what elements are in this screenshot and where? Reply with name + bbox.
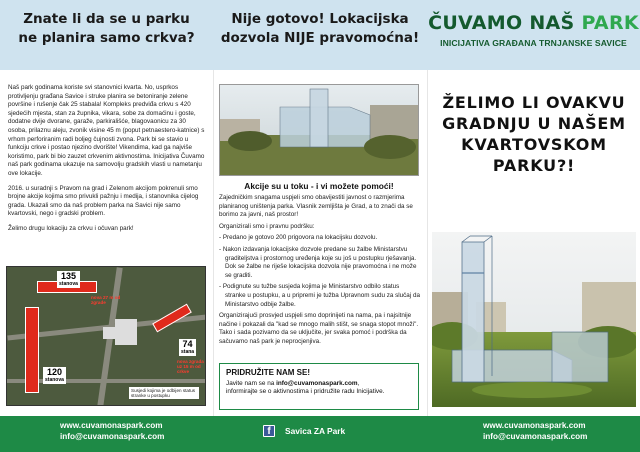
panel1-body [8, 84, 206, 240]
panel2-paragraph: Organizirali smo i pravnu podršku: [219, 222, 315, 230]
join-text: informirajte se o aktivnostima i pridružite radu Inicijative. [226, 388, 385, 396]
panel2-paragraph: Organizirajući prosvjed uspjeli smo doprinijeti na nama, pa i najsitnije načine i pokazali da "kad se mnogo malih stišt, se snaga stopot množi". Tako i sada pozivamo da se uključite, jer svaka pomoć i podrška da sačuvamo naš park je neprocjenjiva. [219, 312, 419, 345]
construction-photo-image [220, 85, 419, 176]
map-note: nova zgrada uz 15 m od crkve [177, 359, 204, 375]
panel1-paragraph: Želimo drugu lokaciju za crkvu i očuvan park! [8, 224, 134, 232]
panel1-heading [0, 10, 213, 48]
slogan [432, 92, 636, 176]
legal-bullet: - Predano je gotovo 200 prigovora na lokacijsku dozvolu. [219, 234, 378, 242]
slogan-line: GRADNJU U NAŠEM [442, 114, 626, 133]
map-label-number: 135 [60, 271, 76, 281]
brand-title-park: PARK [581, 12, 639, 34]
panel1-paragraph: 2016. u suradnji s Pravom na grad i Zelenom akcijom pokrenuli smo brojne akcije kojima smo privukli pažnju i medija, i stanovnika cijelog grada. Ukazali smo da naš problem parka na Savici nije samo kvartovski, nego i gradski problem. [8, 184, 199, 218]
map-note: Susjedi kojima je odbijen status stranke u postupku [129, 387, 199, 399]
church-footprint [103, 327, 117, 339]
construction-photo [219, 84, 419, 176]
brand-subtitle: INICIJATIVA GRAĐANA TRNJANSKE SAVICE [440, 38, 627, 48]
facebook-label: Savica ZA Park [285, 426, 346, 436]
map-label-74 [179, 339, 196, 356]
panel2-heading-line2: dozvola NIJE pravomoćna! [220, 30, 420, 46]
map-label-120 [43, 367, 66, 384]
join-box [219, 363, 419, 410]
panel1-heading-line1: Znate li da se u parku [23, 11, 190, 27]
brand-title-main: ČUVAMO NAŠ [428, 12, 582, 34]
footer-contact-left [60, 420, 164, 442]
footer-contact-right [483, 420, 587, 442]
legal-bullet: - Nakon izdavanja lokacijske dozvole predane su žalbe Ministarstvu graditeljstva i prostornog uređenja koje su još u postupku rješavanja. Dok se žalbe ne riješe lokacijska dozvola nije pravomoćna i ne može se graditi. [219, 245, 417, 279]
website-link[interactable]: www.cuvamonaspark.com [483, 421, 586, 430]
map-label-sub: stanova [59, 281, 78, 287]
panel2-paragraph: Zajedničkim snagama uspjeli smo obavijestiti javnost o razmjerima planiranog uništenja parka. Vlasnik zemljišta je Grad, a to znači da se borimo za javni, naš prostor! [219, 194, 413, 219]
join-text: Javite nam se na [226, 380, 277, 387]
website-link[interactable]: www.cuvamonaspark.com [60, 421, 163, 430]
slogan-line: PARKU?! [492, 156, 576, 175]
panel1-paragraph: Naš park godinama koriste svi stanovnici kvarta. No, usprkos protivljenju građana Savice i struke planira se betoniranje zelene površine i rušenje čak 25 stabala! Kompleks predviđa crkvu s 420 sjedećih mjesta, stan za župnika, vikara, sobe za domaćinu i goste, dodatne dvije dvorane, garaže, parkirališće, blagovaonicu za 30 osoba, prilaznu aleju, zvonik visine 45 m (poput petnaestero-katnice) s vrhom perforiranim radi boljeg čujnosti zvona. Park bi se stavio u funkciju crkve i postao njezino dvorište! Vikendima, kad ga najviše koristimo, park bi bio zauzet crkvenim aktivnostima. Inicijativa Čuvamo naš park godinama ukazuje na samovolju gradskih vlasti u nametanju ove lokacije. [8, 84, 205, 177]
join-body [226, 380, 412, 397]
panel2-heading-line1: Nije gotovo! Lokacijska [231, 11, 409, 27]
email-link[interactable]: info@cuvamonaspark.com [60, 432, 165, 441]
building-render-image [432, 232, 636, 407]
aerial-map [6, 266, 206, 406]
panel2-body [219, 194, 421, 350]
email-link[interactable]: info@cuvamonaspark.com [483, 432, 588, 441]
legal-bullet: - Podignute su tužbe susjeda kojima je Ministarstvo odbilo status stranke u postupku, a u pripremi je tužba Upravnom sudu za slučaj da Ministarstvo odbije žalbe. [219, 283, 420, 308]
divider [213, 70, 214, 416]
panel2-heading [213, 10, 427, 48]
building-block [25, 307, 39, 393]
brand-block [427, 12, 640, 48]
map-note: nova 27 m od zgrade [91, 295, 121, 306]
map-label-135 [57, 271, 80, 288]
facebook-icon: f [263, 425, 275, 437]
join-email-link[interactable]: info@cuvamonaspark.com [276, 380, 358, 387]
panel1-heading-line2: ne planira samo crkva? [18, 30, 195, 46]
brand-title [427, 12, 640, 34]
map-label-sub: stanova [45, 377, 64, 383]
map-label-sub: stana [181, 349, 195, 355]
slogan-line: KVARTOVSKOM [461, 135, 607, 154]
map-label-number: 120 [46, 367, 62, 377]
divider [427, 70, 428, 416]
join-text: , [357, 380, 360, 387]
church-footprint [115, 319, 137, 345]
facebook-link[interactable] [263, 425, 345, 437]
map-label-number: 74 [182, 339, 193, 349]
join-title: PRIDRUŽITE NAM SE! [226, 368, 310, 377]
photo-caption: Akcije su u toku - i vi možete pomoći! [244, 181, 394, 191]
building-render [432, 232, 636, 407]
slogan-line: ŽELIMO LI OVAKVU [442, 93, 626, 112]
